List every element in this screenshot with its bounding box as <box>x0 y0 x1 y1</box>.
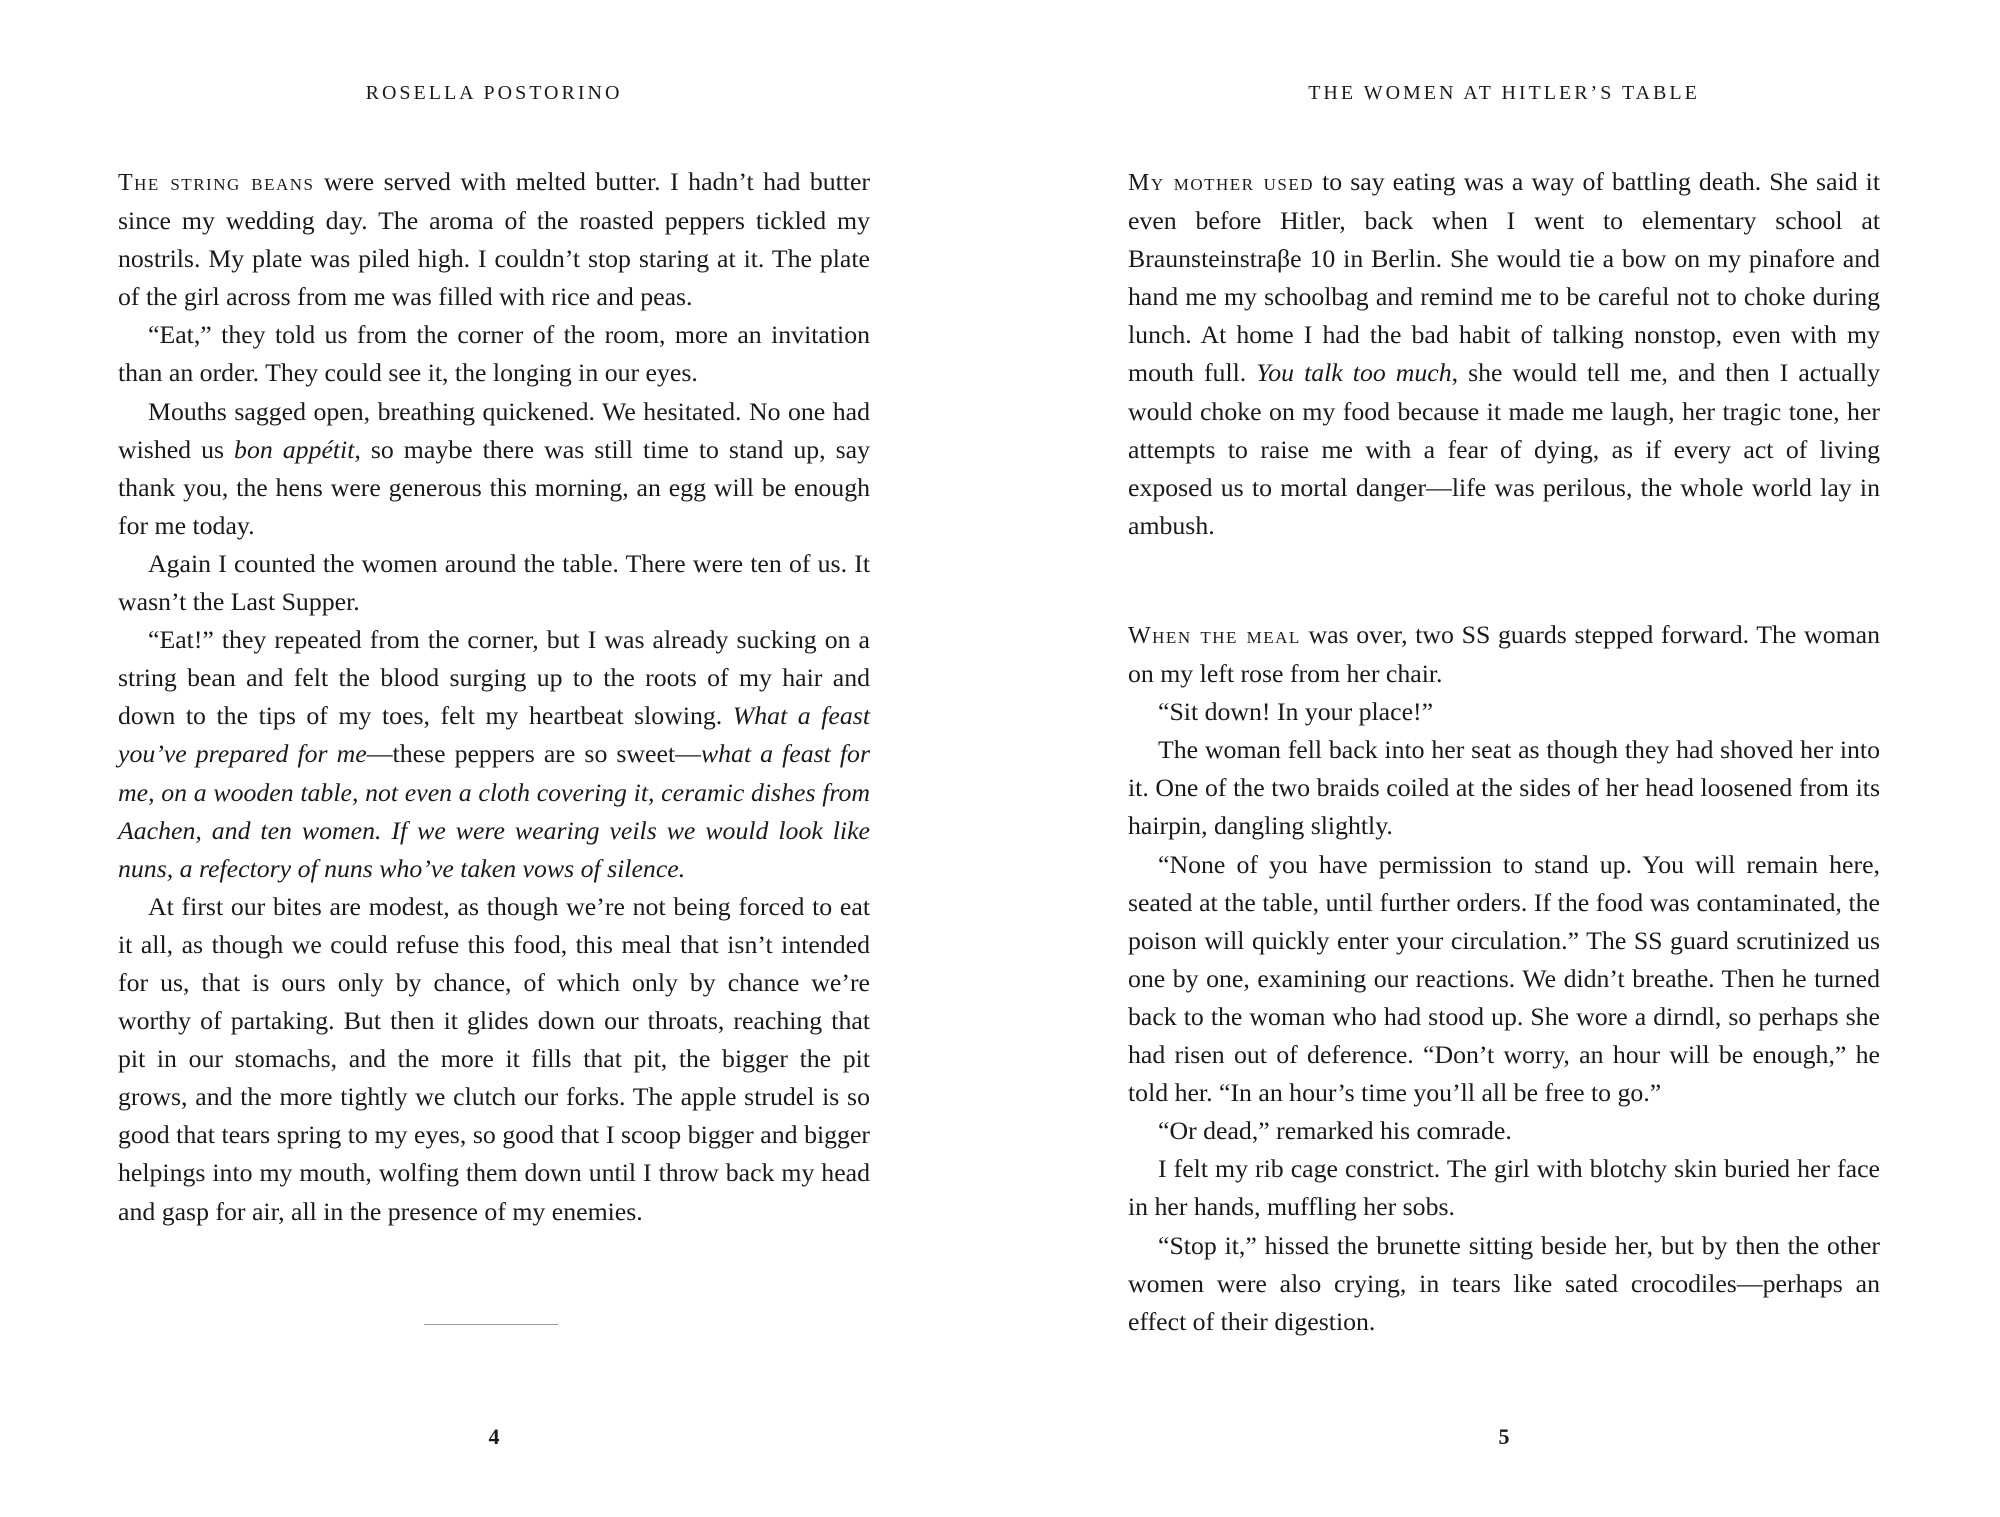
running-head-title: THE WOMEN AT HITLER’S TABLE <box>1308 82 1700 104</box>
lead-in-small-caps: The string beans <box>118 170 315 196</box>
section-break-rule <box>424 1324 558 1325</box>
italic-phrase: What a feast you’ve prepared for me <box>118 701 870 769</box>
paragraph-5 <box>118 621 870 888</box>
paragraph-6: “Or dead,” remarked his comrade. <box>1158 1116 1512 1146</box>
paragraph-6: At first our bites are modest, as though we’re not being forced to eat it all, as though we could refuse this food, this meal that isn’t intended for us, that is ours only by chance, of which only by chance we’re worthy of partaking. But then it glides down our throats, reaching that pit in our stomachs, and the more it fills that pit, the bigger the pit grows, and the more tightly we clutch our forks. The apple strudel is so good that tears spring to my eyes, so good that I scoop bigger and bigger helpings into my mouth, wolfing them down until I throw back my head and gasp for air, all in the presence of my enemies. <box>118 891 870 1226</box>
page-number: 4 <box>488 1424 500 1449</box>
paragraph-2: “Eat,” they told us from the corner of the room, more an invitation than an order. They could see it, the longing in our eyes. <box>118 320 870 388</box>
italic-phrase: bon appétit, <box>234 434 361 464</box>
paragraph-text: to say eating was a way of battling death. She said it even before Hitler, back when I went to elementary school at Braunsteinstraβe 10 in Berlin. She would tie a bow on my pinafore and hand me my schoolbag and remind me to be careful not to choke during lunch. At home I had the bad habit of talking nonstop, even with my mouth full. <box>1128 167 1880 388</box>
left-page <box>118 0 870 1517</box>
left-page-body <box>118 163 870 1231</box>
right-page-section-b <box>1128 616 1880 1341</box>
paragraph-2 <box>1128 616 1880 693</box>
paragraph-text: Mouths sagged open, breathing quickened. We hesitated. No one had wished us <box>118 396 870 464</box>
right-page <box>1128 0 1880 1517</box>
paragraph-4: The woman fell back into her seat as though they had shoved her into it. One of the two braids coiled at the sides of her head loosened from its hairpin, dangling slightly. <box>1128 735 1880 841</box>
paragraph-1 <box>118 163 870 316</box>
paragraph-3: “Sit down! In your place!” <box>1158 697 1434 727</box>
paragraph-5: “None of you have permission to stand up. You will remain here, seated at the table, until further orders. If the food was contaminated, the poison will quickly enter your circulation.” The SS guard scrutinized us one by one, examining our reactions. We didn’t breathe. Then he turned back to the woman who had stood up. She wore a dirndl, so perhaps she had risen out of deference. “Don’t worry, an hour will be enough,” he told her. “In an hour’s time you’ll all be free to go.” <box>1128 849 1880 1108</box>
lead-in-small-caps: When the meal <box>1128 623 1301 649</box>
paragraph-4: Again I counted the women around the table. There were ten of us. It wasn’t the Last Supper. <box>118 548 870 617</box>
paragraph-1 <box>1128 163 1880 545</box>
paragraph-text: were served with melted butter. I hadn’t had butter since my wedding day. The aroma of the roasted peppers tickled my nostrils. My plate was piled high. I couldn’t stop staring at it. The plate of the girl across from me was filled with rice and peas. <box>118 167 870 312</box>
paragraph-8: “Stop it,” hissed the brunette sitting beside her, but by then the other women were also crying, in tears like sated crocodiles—perhaps an effect of their digestion. <box>1128 1230 1880 1336</box>
paragraph-7: I felt my rib cage constrict. The girl with blotchy skin buried her face in her hands, muffling her sobs. <box>1128 1154 1880 1222</box>
paragraph-text: so maybe there was still time to stand up, say thank you, the hens were generous this morning, an egg will be enough for me today. <box>118 434 871 540</box>
paragraph-text: was over, two SS guards stepped forward. The woman on my left rose from her chair. <box>1128 620 1881 689</box>
right-page-section-a <box>1128 163 1880 545</box>
paragraph-text: —these peppers are so sweet— <box>366 739 701 769</box>
running-head-author: ROSELLA POSTORINO <box>365 82 623 104</box>
paragraph-text: , she would tell me, and then I actually would choke on my food because it made me laugh, her tragic tone, her attempts to raise me with a fear of dying, as if every act of living exposed us to mortal danger—life was perilous, the whole world lay in ambush. <box>1128 358 1880 540</box>
paragraph-3 <box>118 393 870 545</box>
italic-passage: what a feast for me, on a wooden table, not even a cloth covering it, ceramic dishes from Aachen, and ten women. If we were wearing veils we would look like nuns, a refectory of nuns who’ve taken vows of silence. <box>118 739 870 883</box>
page-number: 5 <box>1498 1424 1510 1449</box>
paragraph-text: “Eat!” they repeated from the corner, but I was already sucking on a string bean and felt the blood surging up to the roots of my hair and down to the tips of my toes, felt my heartbeat slowing. <box>118 625 870 731</box>
italic-phrase: You talk too much <box>1256 358 1452 388</box>
lead-in-small-caps: My mother used <box>1128 170 1315 196</box>
